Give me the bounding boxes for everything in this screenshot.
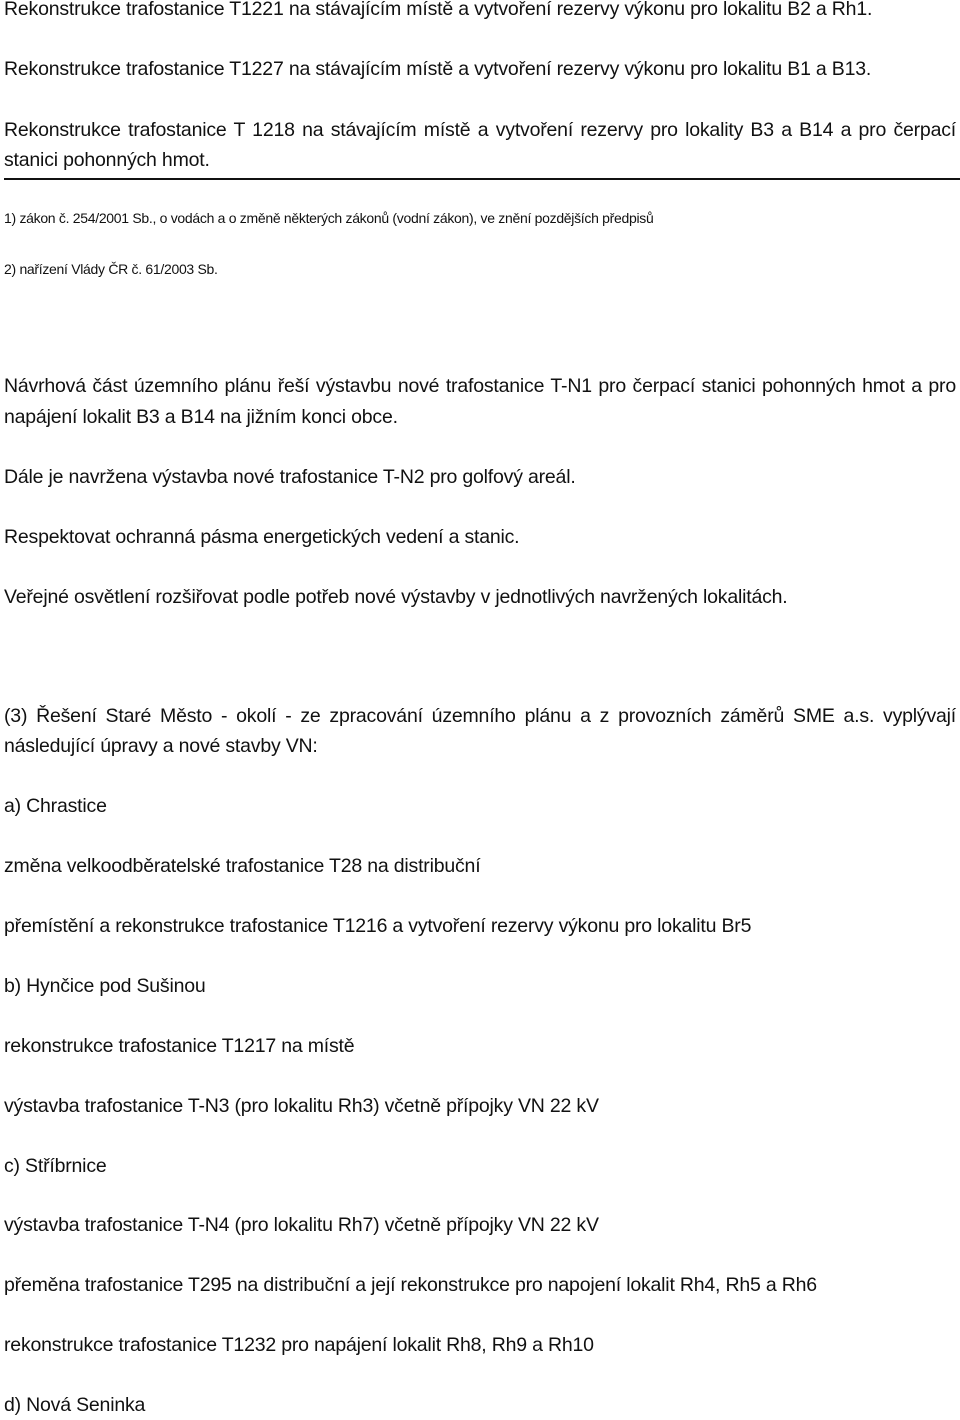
list-item: rekonstrukce trafostanice T1232 pro napájení lokalit Rh8, Rh9 a Rh10 — [4, 1334, 594, 1356]
design-paragraph-4: Veřejné osvětlení rozšiřovat podle potřeb nové výstavby v jednotlivých navržených lokalitách. — [4, 586, 788, 608]
footnote-separator — [4, 178, 960, 180]
item-t1227: Rekonstrukce trafostanice T1227 na stávajícím místě a vytvoření rezervy výkonu pro lokalitu B1 a B13. — [4, 58, 872, 80]
list-item: přeměna trafostanice T295 na distribuční a její rekonstrukce pro napojení lokalit Rh4, Rh5 a Rh6 — [4, 1274, 817, 1296]
section-3-line1: (3) Řešení Staré Město - okolí - ze zpracování územního plánu a z provozních záměrů SME a.s. vyplývají — [4, 705, 956, 727]
design-paragraph-2: Dále je navržena výstavba nové trafostanice T-N2 pro golfový areál. — [4, 466, 576, 488]
design-paragraph-1-line2: napájení lokalit B3 a B14 na jižním konci obce. — [4, 406, 398, 428]
list-item: výstavba trafostanice T-N4 (pro lokalitu Rh7) včetně přípojky VN 22 kV — [4, 1214, 599, 1236]
list-item: výstavba trafostanice T-N3 (pro lokalitu Rh3) včetně přípojky VN 22 kV — [4, 1095, 599, 1117]
footnote-2: 2) nařízení Vlády ČR č. 61/2003 Sb. — [4, 261, 218, 277]
design-paragraph-3: Respektovat ochranná pásma energetických vedení a stanic. — [4, 526, 520, 548]
item-t1218-line1: Rekonstrukce trafostanice T 1218 na stávajícím místě a vytvoření rezervy pro lokality B3 a B14 a pro čerpací — [4, 119, 956, 141]
list-item-nova-seninka-heading: d) Nová Seninka — [4, 1394, 146, 1416]
list-item: změna velkoodběratelské trafostanice T28 na distribuční — [4, 855, 481, 877]
design-paragraph-1-line1: Návrhová část územního plánu řeší výstavbu nové trafostanice T-N1 pro čerpací stanici pohonných hmot a pro — [4, 375, 956, 397]
list-item: přemístění a rekonstrukce trafostanice T1216 a vytvoření rezervy výkonu pro lokalitu Br5 — [4, 915, 752, 937]
list-item-chrastice-heading: a) Chrastice — [4, 795, 107, 817]
list-item-stribrnice-heading: c) Stříbrnice — [4, 1155, 107, 1177]
list-item-hyncice-heading: b) Hynčice pod Sušinou — [4, 975, 206, 997]
item-t1221: Rekonstrukce trafostanice T1221 na stávajícím místě a vytvoření rezervy výkonu pro lokalitu B2 a Rh1. — [4, 0, 873, 20]
item-t1218-line2: stanici pohonných hmot. — [4, 149, 210, 171]
footnote-1: 1) zákon č. 254/2001 Sb., o vodách a o změně některých zákonů (vodní zákon), ve znění pozdějších předpisů — [4, 210, 654, 226]
section-3-line2: následující úpravy a nové stavby VN: — [4, 735, 318, 757]
list-item: rekonstrukce trafostanice T1217 na místě — [4, 1035, 355, 1057]
